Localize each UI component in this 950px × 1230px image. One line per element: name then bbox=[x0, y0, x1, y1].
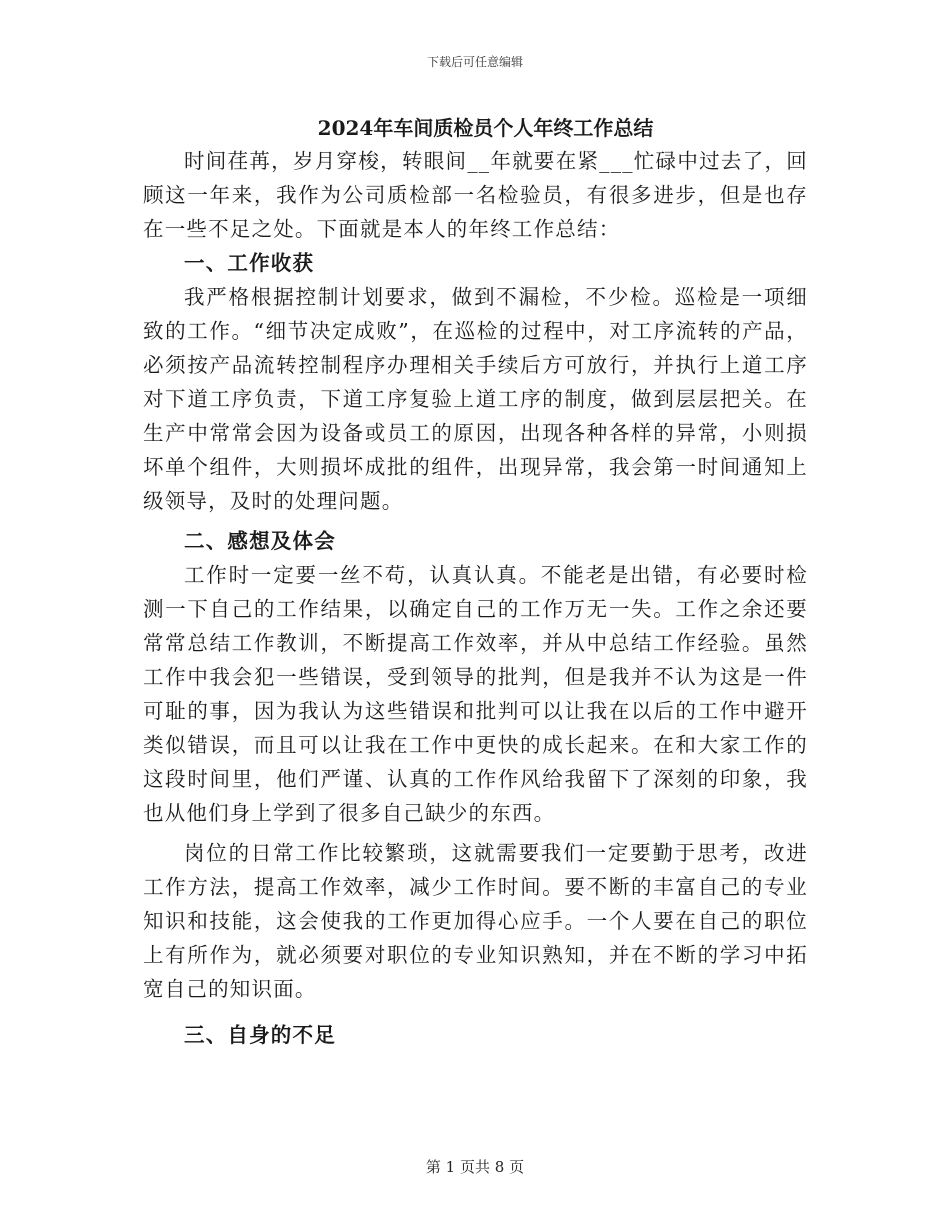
page-number: 第 1 页共 8 页 bbox=[425, 1158, 525, 1176]
intro-paragraph: 时间荏苒，岁月穿梭，转眼间__年就要在紧___忙碌中过去了，回顾这一年来，我作为公司质检部一名检验员，有很多进步，但是也存在一些不足之处。下面就是本人的年终工作总结： bbox=[143, 149, 808, 241]
document-title: 2024年车间质检员个人年终工作总结 bbox=[317, 116, 654, 140]
section-harvest-paragraph: 我严格根据控制计划要求，做到不漏检，不少检。巡检是一项细致的工作。“细节决定成败”，在巡检的过程中，对工序流转的产品，必须按产品流转控制程序办理相关手续后方可放行，并执行上道工序对下道工序负责，下道工序复验上道工序的制度，做到层层把关。在生产中常常会因为设备或员工的原因，出现各种各样的异常，小则损坏单个组件，大则损坏成批的组件，出现异常，我会第一时间通知上级领导，及时的处理问题。 bbox=[143, 285, 808, 513]
document-body bbox=[143, 112, 808, 1052]
section-heading-shortcomings: 三、自身的不足 bbox=[184, 1023, 336, 1047]
section-reflections-paragraph-2: 岗位的日常工作比较繁琐，这就需要我们一定要勤于思考，改进工作方法，提高工作效率，减少工作时间。要不断的丰富自己的专业知识和技能，这会使我的工作更加得心应手。一个人要在自己的职位上有所作为，就必须要对职位的专业知识熟知，并在不断的学习中拓宽自己的知识面。 bbox=[143, 841, 808, 1001]
section-reflections-paragraph-1: 工作时一定要一丝不苟，认真认真。不能老是出错，有必要时检测一下自己的工作结果，以确定自己的工作万无一失。工作之余还要常常总结工作教训，不断提高工作效率，并从中总结工作经验。虽然工作中我会犯一些错误，受到领导的批判，但是我并不认为这是一件可耻的事，因为我认为这些错误和批判可以让我在以后的工作中避开类似错误，而且可以让我在工作中更快的成长起来。在和大家工作的这段时间里，他们严谨、认真的工作作风给我留下了深刻的印象，我也从他们身上学到了很多自己缺少的东西。 bbox=[143, 563, 808, 825]
header-note: 下载后可任意编辑 bbox=[426, 55, 523, 69]
section-heading-reflections: 二、感想及体会 bbox=[184, 529, 336, 553]
section-heading-harvest: 一、工作收获 bbox=[184, 251, 315, 275]
